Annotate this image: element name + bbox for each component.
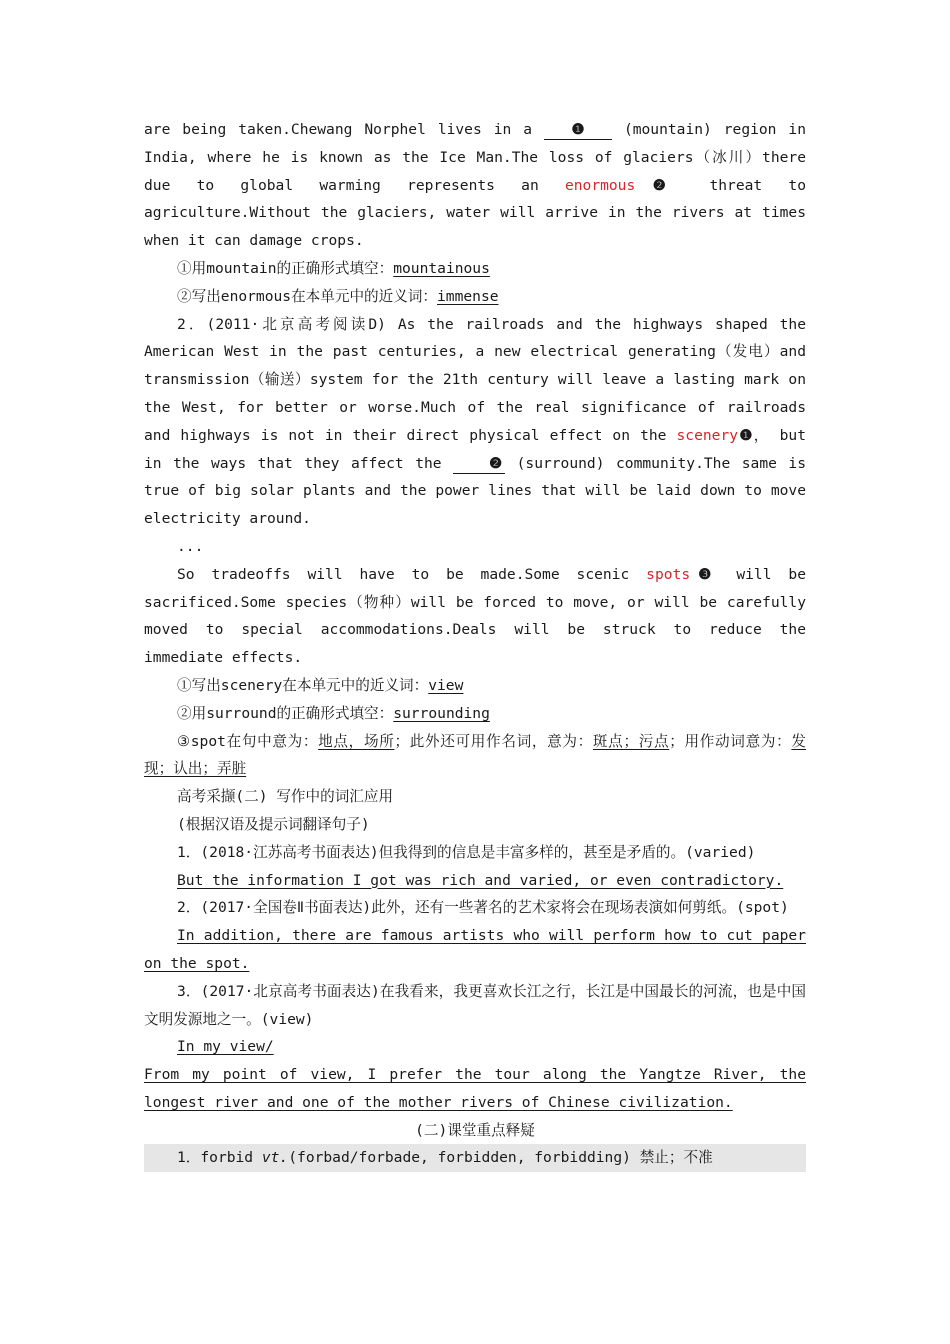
blank-1[interactable] [544,121,612,140]
text: threat to agriculture.Without the glaciers, water will arrive in the rivers at times when it can damage crops. [144,176,806,250]
entry-word: 1．forbid [177,1149,262,1167]
answer: But the information I got was rich and varied, or even contradictory. [177,871,784,889]
part-of-speech: vt. [261,1149,289,1167]
question-text: ；用作动词意为： [669,732,792,750]
answer: mountainous [393,259,490,277]
number-marker: ❶ [738,426,754,444]
vocab-entry [144,1144,806,1172]
text: are being taken.Chewang Norphel lives in a [144,121,544,138]
number-marker: ❷ [489,454,503,472]
translation-prompt-1: 1．(2018·江苏高考书面表达)但我得到的信息是丰富多样的，甚至是矛盾的。(varied) [177,843,756,861]
entry-definition: (forbad/forbade, forbidden, forbidding) 禁止；不准 [288,1149,713,1167]
answer: In addition, there are famous artists who will perform how to cut paper on the spot. [144,927,806,972]
question-5 [144,728,806,784]
passage-paragraph-2 [144,311,806,533]
subsection-heading: (二)课堂重点释疑 [415,1121,535,1139]
text: So tradeoffs will have to be made.Some scenic [177,565,647,583]
answer: 发现；认出；弄脏 [144,732,806,778]
document-page [144,116,806,1172]
highlight-word: scenery [676,426,739,444]
answer: In my view/ [177,1038,274,1056]
passage-paragraph-1 [144,116,806,255]
question-text: ；此外还可用作名词，意为： [394,732,593,750]
text: (surround) community.The same is true of big solar plants and the power lines that will be laid down to move electricity around. [144,454,806,528]
translation-prompt-2: 2．(2017·全国卷Ⅱ书面表达)此外，还有一些著名的艺术家将会在现场表演如何剪纸。(spot) [177,899,789,917]
question-text: ②用surround的正确形式填空： [177,704,394,722]
text: ， but in the ways that they affect the [144,426,806,472]
blank-2[interactable] [453,455,505,474]
translation-answer-2 [144,922,806,978]
question-text: ①写出scenery在本单元中的近义词： [177,676,429,694]
question-text: ①用mountain的正确形式填空： [177,259,394,277]
passage-paragraph-3 [144,561,806,672]
ellipsis: ... [177,537,204,555]
number-marker: ❷ [635,176,684,194]
question-4 [144,700,806,728]
translation-answer-3b [144,1061,806,1117]
question-1 [144,255,806,283]
highlight-word: enormous [564,176,636,194]
answer: 斑点；污点 [592,732,670,750]
answer: view [428,676,464,694]
answer: From my point of view, I prefer the tour along the Yangtze River, the longest river and one of the mother rivers of Chinese civilization. [144,1066,806,1111]
question-2 [144,283,806,311]
number-marker: ❸ [690,565,720,583]
text: will be sacrificed.Some species（物种）will be forced to move, or will be carefully moved to special accommodations.Deals will be struck to reduce the immediate effects. [144,565,806,667]
answer: immense [437,287,499,305]
text: (mountain) region in India, where he is known as the Ice Man.The loss of glaciers（冰川）there due to global warming represents an [144,121,806,194]
translation-answer-3a [144,1033,806,1061]
section-title: 高考采撷(二) 写作中的词汇应用 [177,788,394,806]
section-instruction: (根据汉语及提示词翻译句子) [177,815,370,833]
answer: 地点，场所 [318,732,395,750]
question-3 [144,672,806,700]
highlight-word: spots [646,565,691,583]
question-text: ②写出enormous在本单元中的近义词： [177,287,438,305]
number-marker: ❶ [571,121,585,138]
translation-prompt-3: 3．(2017·北京高考书面表达)在我看来，我更喜欢长江之行，长江是中国最长的河流，也是中国文明发源地之一。(view) [144,982,806,1028]
translation-answer-1 [144,867,806,895]
text: 2．(2011·北京高考阅读D) As the railroads and the highways shaped the American West in the past centuries, a new electrical generating（发电）and transmission（输送）system for the 21th century will leave a lasting mark on the West, for better or worse.Much of the real significance of railroads and highways is not in their direct physical effect on the [144,315,806,444]
question-text: ③spot在句中意为： [177,732,319,750]
answer: surrounding [393,704,490,722]
